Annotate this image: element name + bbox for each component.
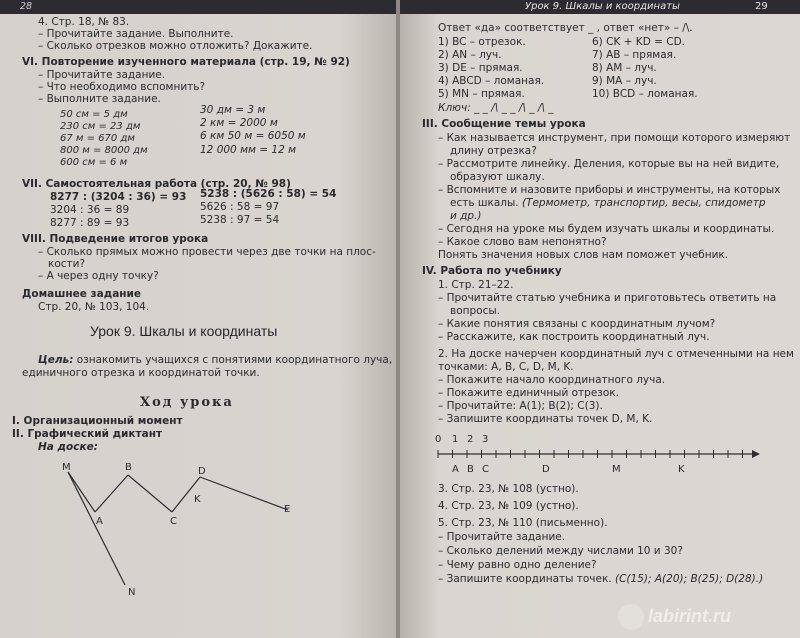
text-line: – Вспомните и назовите приборы и инструменты, на которых <box>438 184 781 196</box>
dictation-diagram <box>0 440 398 638</box>
left-page <box>0 0 398 638</box>
point-label-c: C <box>170 516 177 527</box>
text-span: есть шкалы. <box>450 197 522 209</box>
section-heading: I. Организационный момент <box>12 415 183 427</box>
text-line: – Что необходимо вспомнить? <box>38 81 206 93</box>
lesson-plan-heading: Ход урока <box>140 395 234 410</box>
text-line: – Прочитайте статью учебника и приготовьтесь ответить на <box>438 292 777 304</box>
line-mn <box>68 472 125 585</box>
ray-point-c: C <box>482 464 489 475</box>
goal-line: единичного отрезка и координатой точки. <box>22 367 260 379</box>
section-heading: IV. Работа по учебнику <box>422 265 562 277</box>
goal-text: ознакомить учащихся с понятиями координатного луча, <box>73 354 393 366</box>
text-line: – Какие понятия связаны с координатным лучом? <box>438 318 716 330</box>
section-heading: III. Сообщение темы урока <box>422 118 586 130</box>
conversion-line: 2 км = 2000 м <box>200 117 278 129</box>
left-page-number: 28 <box>20 1 33 12</box>
point-label-k: K <box>194 494 201 505</box>
header-bar <box>0 0 398 14</box>
conversion-line: 67 м = 670 дм <box>60 133 135 144</box>
dictation-item: 2) AN – луч. <box>438 49 502 61</box>
lesson-title: Урок 9. Шкалы и координаты <box>90 323 278 339</box>
ray-number-1: 1 <box>452 434 459 445</box>
point-label-n: N <box>128 587 136 598</box>
conversion-line: 600 см = 6 м <box>60 157 128 168</box>
dictation-item: 6) CK + KD = CD. <box>592 36 686 48</box>
dictation-item: 3) DE – прямая. <box>438 62 523 74</box>
dictation-item: 5) MN – прямая. <box>438 88 525 100</box>
section-heading: VIII. Подведение итогов урока <box>22 233 209 245</box>
right-page <box>400 0 800 638</box>
calc-line: 5238 : 97 = 54 <box>200 214 280 226</box>
text-line: Понять значения новых слов нам поможет учебник. <box>438 249 729 261</box>
text-line: точками: A, B, C, D, M, K. <box>438 361 574 373</box>
watermark: labirint.ru <box>648 606 732 626</box>
ray-point-a: A <box>452 464 459 475</box>
watermark-logo-icon <box>618 604 644 630</box>
right-page-header <box>400 0 800 15</box>
text-line: – А через одну точку? <box>38 270 159 282</box>
segment-bc <box>128 475 172 512</box>
text-line: – Расскажите, как построить координатный луч. <box>438 331 710 343</box>
dictation-item: 1) BC – отрезок. <box>438 36 526 48</box>
text-line: – Рассмотрите линейку. Деления, которые вы на ней видите, <box>438 158 780 170</box>
text-line <box>450 197 766 210</box>
point-label-b: B <box>125 462 132 473</box>
section-heading: VII. Самостоятельная работа (стр. 20, № 98) <box>22 178 291 190</box>
segment-de <box>200 477 288 510</box>
dictation-item: 8) AM – луч. <box>592 62 657 74</box>
text-line: – Прочитайте задание. <box>438 531 566 543</box>
answer-key: Ключ: _ _ /\ _ _ /\ _ /\ _ <box>438 102 554 114</box>
segment-ma <box>68 472 95 512</box>
section-heading: II. Графический диктант <box>12 428 163 440</box>
goal-line <box>38 354 392 367</box>
text-line: 4. Стр. 23, № 109 (устно). <box>438 500 579 512</box>
conversion-line: 30 дм = 3 м <box>200 104 266 116</box>
conversion-line: 800 м = 8000 дм <box>60 145 148 156</box>
conversion-line: 6 км 50 м = 6050 м <box>200 130 306 142</box>
text-line: 2. На доске начерчен координатный луч с отмеченными на нем <box>438 348 794 360</box>
ray-number-3: 3 <box>482 434 489 445</box>
homework-heading: Домашнее задание <box>22 288 142 300</box>
calc-line: 5238 : (5626 : 58) = 54 <box>200 188 337 200</box>
text-line: – Прочитайте задание. Выполните. <box>38 28 234 40</box>
text-line: – Покажите начало координатного луча. <box>438 374 666 386</box>
text-line: 3. Стр. 23, № 108 (устно). <box>438 483 579 495</box>
text-line: – Прочитайте: A(1); B(2); C(3). <box>438 400 603 412</box>
text-line: 4. Стр. 18, № 83. <box>38 16 130 28</box>
conversion-line: 230 см = 23 дм <box>60 121 141 132</box>
point-label-e: E <box>284 504 291 515</box>
text-line: – Как называется инструмент, при помощи которого измеряют <box>438 132 791 144</box>
point-label-a: A <box>96 516 103 527</box>
calc-line: 8277 : (3204 : 36) = 93 <box>50 191 187 203</box>
dictation-item: 7) AB – прямая. <box>592 49 677 61</box>
segment-ab <box>95 475 128 512</box>
ray-point-b: B <box>467 464 474 475</box>
conversion-line: 50 см = 5 дм <box>60 109 128 120</box>
ray-point-d: D <box>542 464 550 475</box>
text-line <box>438 573 763 586</box>
text-line: 5. Стр. 23, № 110 (письменно). <box>438 517 608 529</box>
ray-point-k: K <box>678 464 685 475</box>
calc-line: 8277 : 89 = 93 <box>50 217 130 229</box>
ray-number-2: 2 <box>467 434 474 445</box>
text-line: вопросы. <box>450 305 500 317</box>
text-line: – Сегодня на уроке мы будем изучать шкалы и координаты. <box>438 223 775 235</box>
section-heading: VI. Повторение изученного материала (стр. 19, № 92) <box>22 56 350 68</box>
coordinate-ray <box>400 428 800 478</box>
conversion-line: 12 000 мм = 12 м <box>200 144 297 156</box>
calc-line: 3204 : 36 = 89 <box>50 204 130 216</box>
text-line: – Запишите координаты точек D, M, K. <box>438 413 653 425</box>
text-line: – Сколько делений между числами 10 и 30? <box>438 545 683 557</box>
text-line: – Какое слово вам непонятно? <box>438 236 607 248</box>
text-span-italic: (Термометр, транспортир, весы, спидометр <box>521 197 766 209</box>
goal-label: Цель: <box>38 354 74 366</box>
point-label-d: D <box>198 466 206 477</box>
text-line: – Сколько прямых можно провести через две точки на плос- <box>38 246 376 258</box>
text-line: 1. Стр. 21–22. <box>438 279 514 291</box>
text-span: – Запишите координаты точек. <box>438 573 615 585</box>
text-line: – Прочитайте задание. <box>38 69 166 81</box>
text-span-italic: (C(15); A(20); B(25); D(28).) <box>615 573 764 585</box>
running-title: Урок 9. Шкалы и координаты <box>525 1 680 12</box>
dictation-item: 9) MA – луч. <box>592 75 657 87</box>
calc-line: 5626 : 58 = 97 <box>200 201 280 213</box>
ray-point-m: M <box>612 464 621 475</box>
text-line: образуют шкалу. <box>450 171 545 183</box>
text-line: Ответ «да» соответствует _ , ответ «нет» – /\. <box>438 22 693 34</box>
ray-number-0: 0 <box>435 434 442 445</box>
text-line: и др.) <box>450 210 482 222</box>
left-page-header <box>0 0 398 15</box>
text-line: длину отрезка? <box>450 145 537 157</box>
point-label-m: M <box>62 462 71 473</box>
homework-text: Стр. 20, № 103, 104. <box>38 301 150 313</box>
text-line: – Сколько отрезков можно отложить? Докажите. <box>38 40 313 52</box>
text-line: – Покажите единичный отрезок. <box>438 387 619 399</box>
right-page-number: 29 <box>755 1 768 12</box>
text-line: – Выполните задание. <box>38 93 161 105</box>
text-line: – Чему равно одно деление? <box>438 559 597 571</box>
dictation-item: 10) BCD – ломаная. <box>592 88 698 100</box>
ray-arrowhead <box>752 450 760 458</box>
dictation-item: 4) ABCD – ломаная. <box>438 75 545 87</box>
text-line: кости? <box>48 258 86 270</box>
board-label: На доске: <box>38 441 98 453</box>
